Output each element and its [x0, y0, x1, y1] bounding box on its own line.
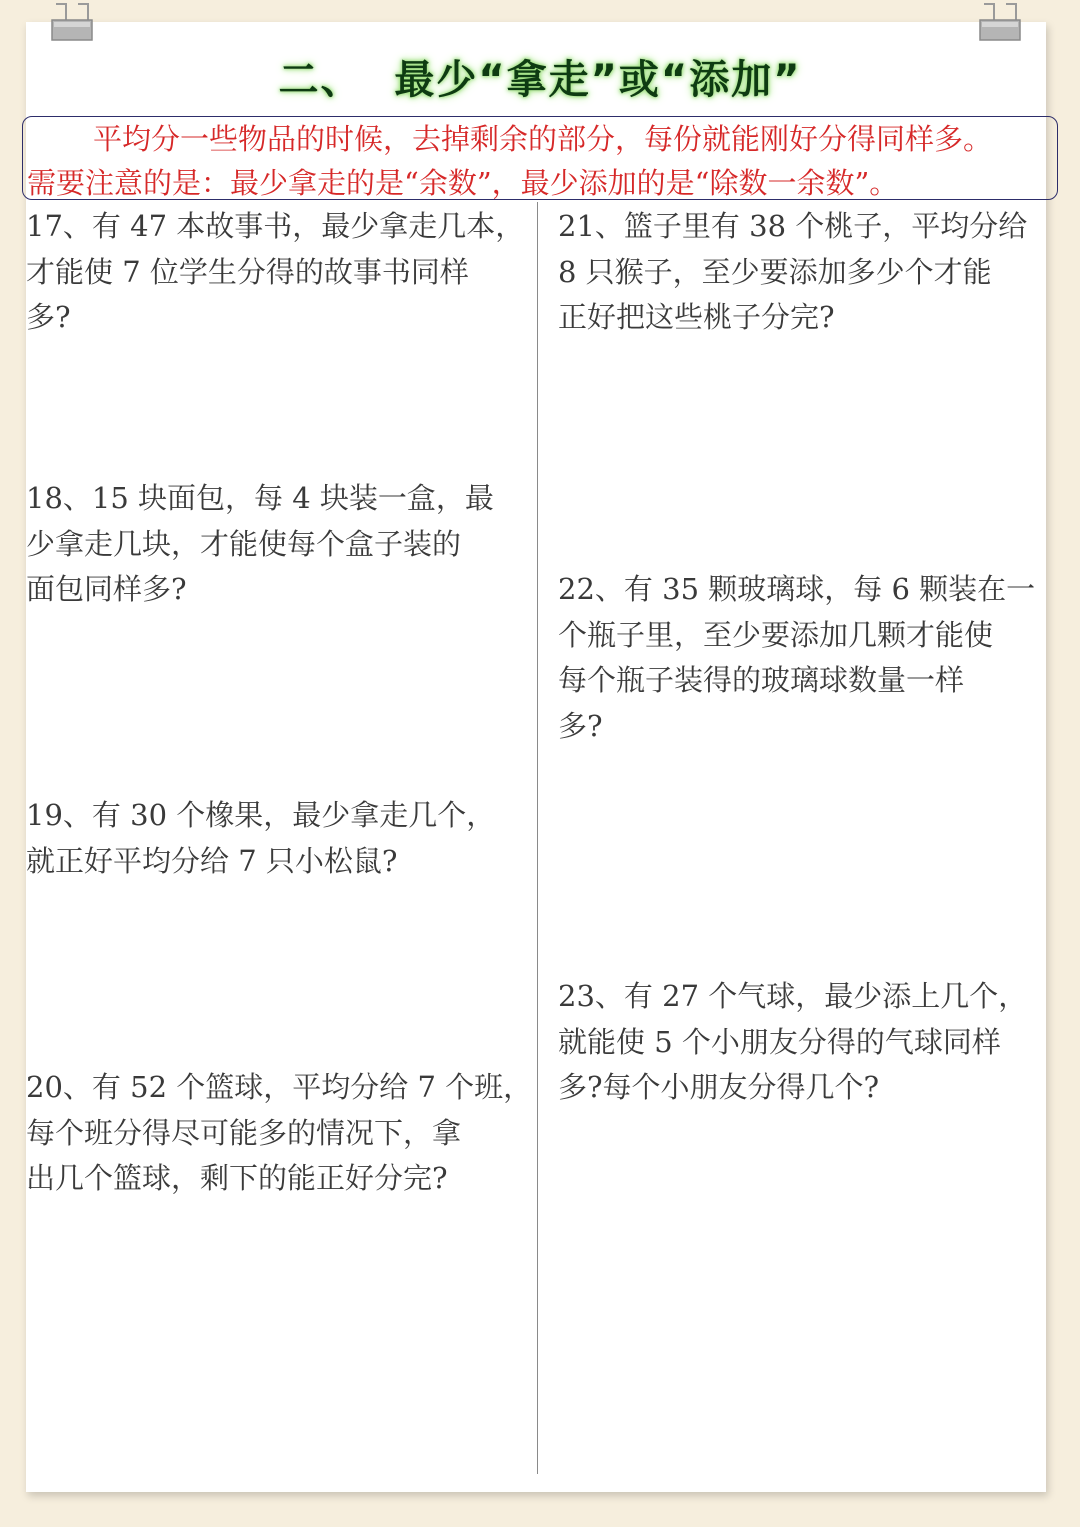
binder-clip-icon — [978, 2, 1022, 42]
question-line: 18、15 块面包，每 4 块装一盒，最 — [26, 481, 494, 515]
question-line: 才能使 7 位学生分得的故事书同样 — [26, 254, 469, 289]
question-line: 多? — [26, 300, 71, 334]
question-line: 22、有 35 颗玻璃球，每 6 颗装在一 — [558, 572, 1036, 606]
question-line: 每个瓶子装得的玻璃球数量一样 — [558, 663, 965, 697]
question-line: 21、篮子里有 38 个桃子，平均分给 — [558, 209, 1028, 243]
question-line: 每个班分得尽可能多的情况下，拿 — [26, 1115, 462, 1150]
question-23 — [558, 974, 1052, 1111]
question-21 — [558, 204, 1052, 341]
question-line: 就能使 5 个小朋友分得的气球同样 — [558, 1024, 1001, 1059]
question-line: 多? — [558, 708, 603, 743]
question-line: 就正好平均分给 7 只小松鼠? — [26, 843, 398, 878]
question-line: 多?每个小朋友分得几个? — [558, 1070, 880, 1104]
question-line: 面包同样多? — [26, 572, 187, 606]
question-19 — [26, 793, 526, 884]
question-line: 8 只猴子，至少要添加多少个才能 — [558, 254, 992, 289]
binder-clip-icon — [50, 2, 94, 42]
question-line: 个瓶子里，至少要添加几颗才能使 — [558, 617, 994, 652]
page-title: 二、 最少“拿走”或“添加” — [278, 57, 802, 103]
question-line: 出几个篮球，剩下的能正好分完? — [26, 1161, 448, 1195]
question-22 — [558, 567, 1052, 749]
question-18 — [26, 476, 526, 613]
question-line: 23、有 27 个气球，最少添上几个， — [558, 979, 1028, 1013]
question-17 — [26, 204, 526, 341]
question-20 — [26, 1065, 533, 1202]
column-divider — [537, 202, 538, 1474]
question-line: 正好把这些桃子分完? — [558, 300, 835, 334]
question-line: 19、有 30 个橡果，最少拿走几个， — [26, 798, 496, 832]
tip-line-2: 需要注意的是：最少拿走的是“余数”，最少添加的是“除数一余数”。 — [27, 166, 899, 200]
question-line: 少拿走几块，才能使每个盒子装的 — [26, 526, 462, 561]
question-line: 17、有 47 本故事书，最少拿走几本， — [26, 209, 525, 243]
question-line: 20、有 52 个篮球，平均分给 7 个班， — [26, 1070, 533, 1104]
tip-line-1: 平均分一些物品的时候，去掉剩余的部分，每份就能刚好分得同样多。 — [93, 122, 993, 156]
tip-box — [22, 116, 1058, 200]
